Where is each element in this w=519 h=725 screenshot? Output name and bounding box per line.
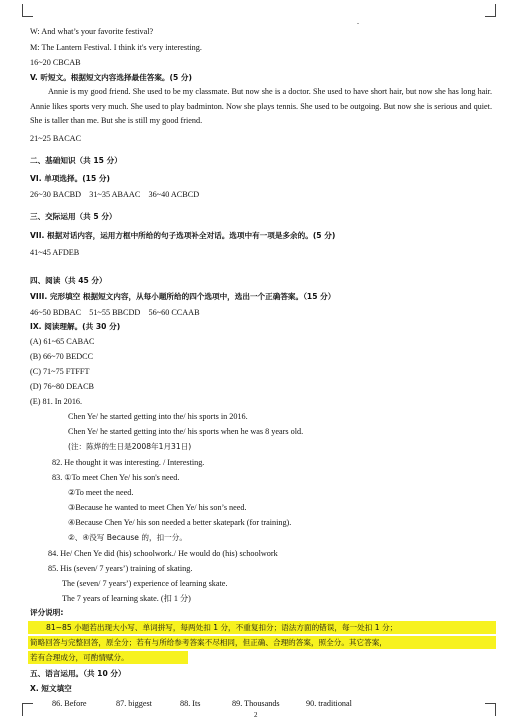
dialogue-m-line: M: The Lantern Festival. I think it's very interesting. [30,43,202,52]
part-3-title: 三、交际运用（共 5 分） [30,212,117,221]
section-7-title: VII. 根据对话内容，运用方框中所给的句子选项补全对话。选项中有一项是多余的。(5 分) [30,231,336,240]
answers-26-40: 26~30 BACBD 31~35 ABAAC 36~40 ACBCD [30,190,200,199]
section-6-title: VI. 单项选择。(15 分) [30,174,110,183]
section-10-title: X. 短文填空 [30,684,72,693]
page-number: 2 [254,711,258,719]
crop-mark-bottom-right [485,703,496,716]
answer-81-alt-1: Chen Ye/ he started getting into the/ his sports in 2016. [68,412,248,421]
scoring-line-3: 若有合理成分，可酌情赋分。 [30,653,129,662]
answer-90: 90. traditional [306,699,352,708]
scoring-title: 评分说明: [30,608,64,617]
answer-87: 87. biggest [116,699,152,708]
answer-83-note: ②、④没写 Because 的，扣一分。 [68,533,187,542]
answer-86: 86. Before [52,699,87,708]
crop-mark-top-right [485,4,496,17]
answers-21-25: 21~25 BACAC [30,134,82,143]
answers-d: (D) 76~80 DEACB [30,382,95,391]
part-4-title: 四、阅读（共 45 分） [30,276,107,285]
part-5-title: 五、语言运用。（共 10 分） [30,669,126,678]
top-mark: . [357,17,359,26]
crop-mark-top-left [22,4,33,17]
scoring-line-1: 81~85 小题若出现大小写、单词拼写，每两处扣 1 分，不重复扣分；语法方面的错误，每一处扣 1 分； [46,623,398,632]
answer-85-1: 85. His (seven/ 7 years’) training of skating. [48,564,193,573]
answer-83-4: ④Because Chen Ye/ his son needed a better skatepark (for training). [68,518,292,527]
answers-b: (B) 66~70 BEDCC [30,352,94,361]
answer-85-2: The (seven/ 7 years’) experience of learning skate. [62,579,228,588]
answer-81-alt-2: Chen Ye/ he started getting into the/ his sports when he was 8 years old. [68,427,304,436]
answer-89: 89. Thousands [232,699,280,708]
answers-a: (A) 61~65 CABAC [30,337,95,346]
answers-c: (C) 71~75 FTFFT [30,367,90,376]
answer-83-3: ③Because he wanted to meet Chen Ye/ his son’s need. [68,503,247,512]
answer-83-2: ②To meet the need. [68,488,134,497]
section-9-title: IX. 阅读理解。(共 30 分) [30,322,121,331]
dialogue-w-line: W: And what’s your favorite festival? [30,27,154,36]
answer-81: (E) 81. In 2016. [30,397,83,406]
scoring-line-2: 简略回答与完整回答，原全分；若有与所给参考答案不尽相同，但正确、合理的答案，照全分。其它答案， [30,638,387,647]
listening-passage: Annie is my good friend. She used to be my classmate. But now she is a doctor. She used to have short hair, but now she has long hair. Annie likes sports very much. She used to play badminton. Now she plays tennis. She used to be outgoing. But now she is serious and quiet. She is taller than me. But she is still my good friend. [30,87,492,125]
answer-83-1: 83. ①To meet Chen Ye/ his son's need. [52,473,180,482]
answer-88: 88. Its [180,699,201,708]
answers-41-45: 41~45 AFDEB [30,248,80,257]
answer-84: 84. He/ Chen Ye did (his) schoolwork./ He would do (his) schoolwork [48,549,278,558]
answer-82: 82. He thought it was interesting. / Interesting. [52,458,205,467]
answers-46-60: 46~50 BDBAC 51~55 BBCDD 56~60 CCAAB [30,308,200,317]
answer-81-note: (注：陈烨的生日是2008年1月31日) [68,442,192,451]
part-2-title: 二、基础知识（共 15 分） [30,156,122,165]
section-8-title: VIII. 完形填空 根据短文内容，从每小题所给的四个选项中，选出一个正确答案。（15 分） [30,292,336,301]
section-5-title: V. 听短文。根据短文内容选择最佳答案。(5 分) [30,73,192,82]
answers-16-20: 16~20 CBCAB [30,58,81,67]
answer-85-3: The 7 years of learning skate. (扣 1 分) [62,594,191,603]
crop-mark-bottom-left [22,703,33,716]
